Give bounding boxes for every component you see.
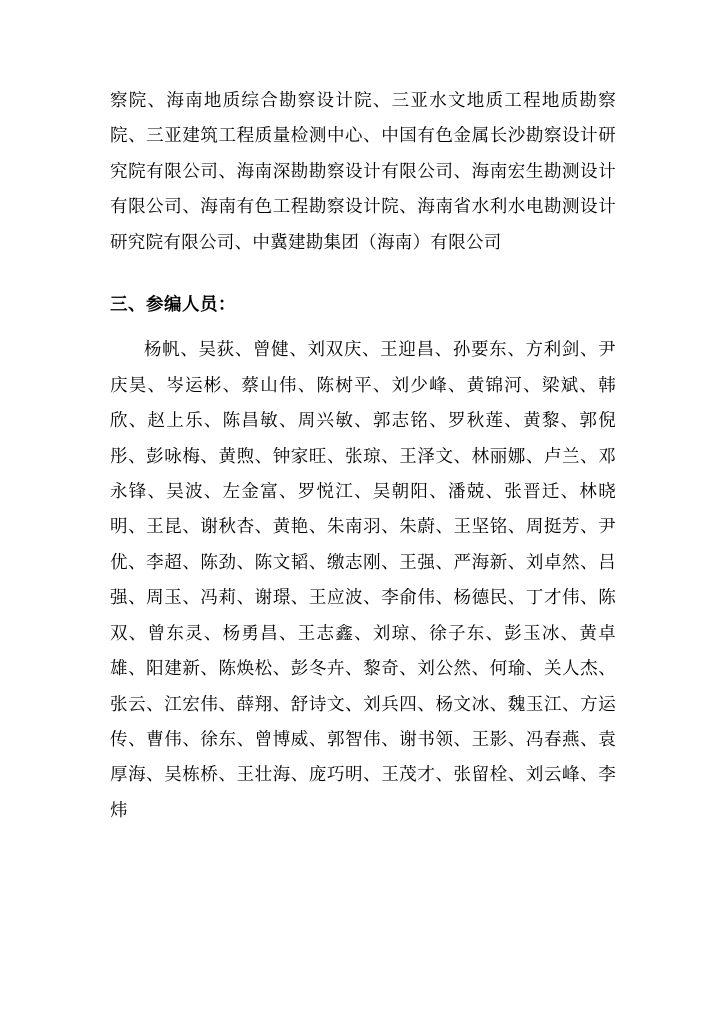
participants-names-paragraph: 杨帆、吴荻、曾健、刘双庆、王迎昌、孙要东、方利剑、尹庆昊、岑运彬、蔡山伟、陈树平、刘少峰、黄锦河、梁斌、韩欣、赵上乐、陈昌敏、周兴敏、郭志铭、罗秋莲、黄黎、郭倪彤、彭咏梅、黄煦、钟家旺、张琼、王泽文、林丽娜、卢兰、邓永锋、吴波、左金富、罗悦江、吴朝阳、潘兢、张晋迁、林晓明、王昆、谢秋杏、黄艳、朱南羽、朱蔚、王坚铭、周挺芳、尹优、李超、陈劲、陈文韬、缴志刚、王强、严海新、刘卓然、吕强、周玉、冯莉、谢璟、王应波、李俞伟、杨德民、丁才伟、陈双、曾东灵、杨勇昌、王志鑫、刘琼、徐子东、彭玉冰、黄卓雄、阳建新、陈焕松、彭冬卉、黎奇、刘公然、何瑜、关人杰、张云、江宏伟、薛翔、舒诗文、刘兵四、杨文冰、魏玉江、方运传、曹伟、徐东、曾博威、郭智伟、谢书领、王影、冯春燕、袁厚海、吴栋桥、王壮海、庞巧明、王茂才、张留栓、刘云峰、李炜	[110, 340, 616, 821]
section-heading-participants: 三、参编人员：	[110, 295, 236, 316]
contributing-organizations-paragraph: 察院、海南地质综合勘察设计院、三亚水文地质工程地质勘察院、三亚建筑工程质量检测中心、中国有色金属长沙勘察设计研究院有限公司、海南深勘勘察设计有限公司、海南宏生勘测设计有限公司、海南有色工程勘察设计院、海南省水利水电勘测设计研究院有限公司、中冀建勘集团（海南）有限公司	[110, 91, 616, 253]
document-body	[110, 84, 616, 829]
